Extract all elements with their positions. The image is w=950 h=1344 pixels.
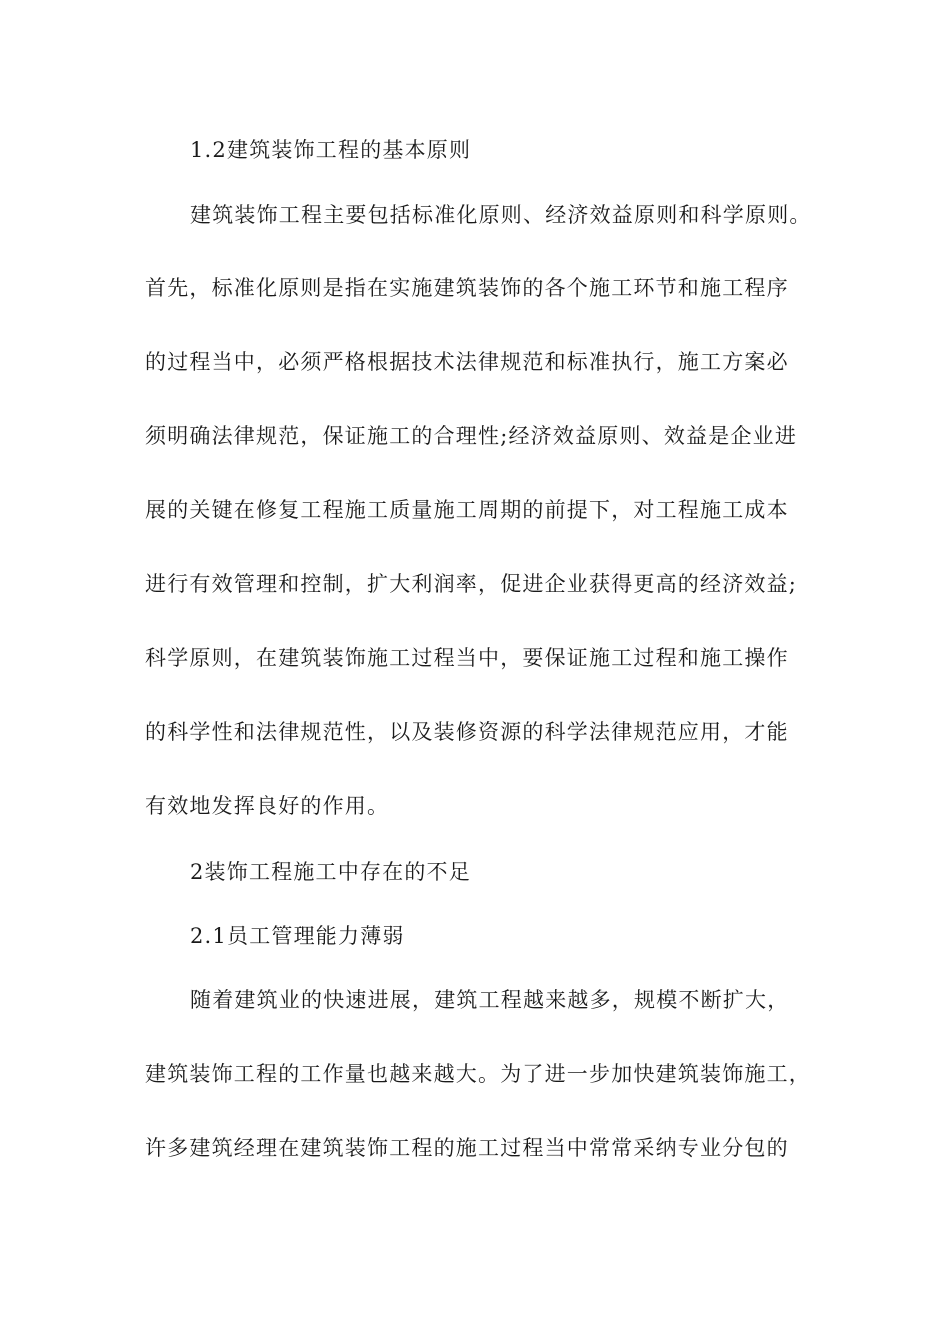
- paragraph-line: 科学原则，在建筑装饰施工过程当中，要保证施工过程和施工操作: [145, 646, 789, 670]
- paragraph-line: 进行有效管理和控制，扩大利润率，促进企业获得更高的经济效益;: [145, 572, 798, 596]
- paragraph-line: 须明确法律规范，保证施工的合理性;经济效益原则、效益是企业进: [145, 424, 798, 448]
- section-heading-2: 2装饰工程施工中存在的不足: [190, 860, 471, 884]
- paragraph-line: 有效地发挥良好的作用。: [145, 794, 390, 818]
- paragraph-line: 许多建筑经理在建筑装饰工程的施工过程当中常常采纳专业分包的: [145, 1136, 789, 1160]
- paragraph-line: 建筑装饰工程的工作量也越来越大。为了进一步加快建筑装饰施工，: [145, 1062, 811, 1086]
- paragraph-line: 随着建筑业的快速进展，建筑工程越来越多，规模不断扩大，: [190, 988, 790, 1012]
- paragraph-line: 首先，标准化原则是指在实施建筑装饰的各个施工环节和施工程序: [145, 276, 789, 300]
- section-heading-2-1: 2.1员工管理能力薄弱: [190, 924, 405, 948]
- paragraph-line: 的过程当中，必须严格根据技术法律规范和标准执行，施工方案必: [145, 350, 789, 374]
- paragraph-line: 展的关键在修复工程施工质量施工周期的前提下，对工程施工成本: [145, 498, 789, 522]
- paragraph-line: 的科学性和法律规范性，以及装修资源的科学法律规范应用，才能: [145, 720, 789, 744]
- section-heading-1-2: 1.2建筑装饰工程的基本原则: [190, 138, 472, 162]
- paragraph-line: 建筑装饰工程主要包括标准化原则、经济效益原则和科学原则。: [190, 203, 812, 227]
